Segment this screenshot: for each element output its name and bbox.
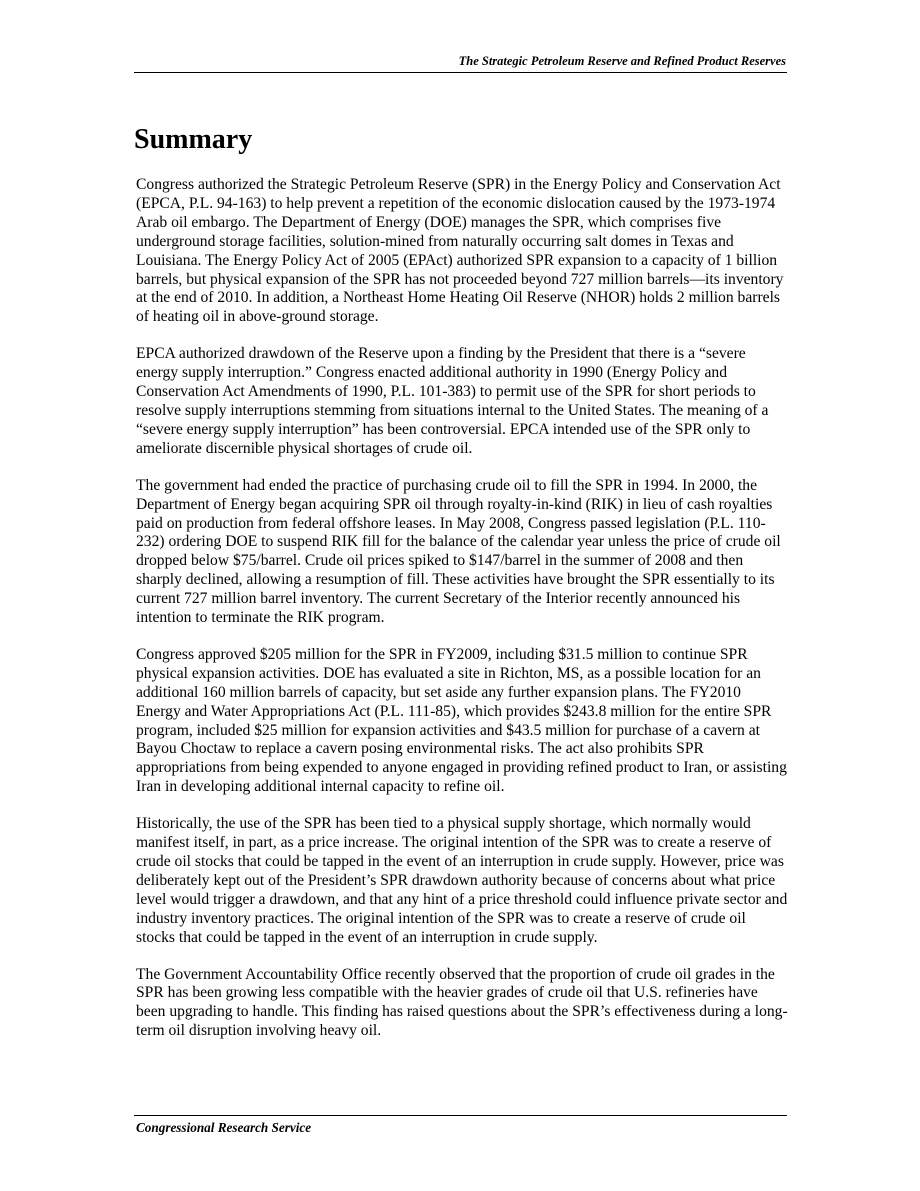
paragraph: Historically, the use of the SPR has been tied to a physical supply shortage, which normally would manifest itself, in part, as a price increase. The original intention of the SPR was to create a reserve of crude oil stocks that could be tapped in the event of an interruption in crude supply. However, price was deliberately kept out of the President’s SPR drawdown authority because of concerns about what price level would trigger a drawdown, and that any hint of a price threshold could influence private sector and industry inventory practices. The original intention of the SPR was to create a reserve of crude oil stocks that could be tapped in the event of an interruption in crude supply.	[136, 815, 788, 946]
footer-rule	[134, 1115, 787, 1116]
paragraph: The Government Accountability Office recently observed that the proportion of crude oil grades in the SPR has been growing less compatible with the heavier grades of crude oil that U.S. refineries have been upgrading to handle. This finding has raised questions about the SPR’s effectiveness during a long-term oil disruption involving heavy oil.	[136, 965, 788, 1040]
paragraph: Congress authorized the Strategic Petroleum Reserve (SPR) in the Energy Policy and Conservation Act (EPCA, P.L. 94-163) to help prevent a repetition of the economic dislocation caused by the 1973-1974 Arab oil embargo. The Department of Energy (DOE) manages the SPR, which comprises five underground storage facilities, solution-mined from naturally occurring salt domes in Texas and Louisiana. The Energy Policy Act of 2005 (EPAct) authorized SPR expansion to a capacity of 1 billion barrels, but physical expansion of the SPR has not proceeded beyond 727 million barrels—its inventory at the end of 2010. In addition, a Northeast Home Heating Oil Reserve (NHOR) holds 2 million barrels of heating oil in above-ground storage.	[136, 176, 784, 326]
running-header-title: The Strategic Petroleum Reserve and Refined Product Reserves	[458, 54, 786, 68]
paragraph: The government had ended the practice of purchasing crude oil to fill the SPR in 1994. In 2000, the Department of Energy began acquiring SPR oil through royalty-in-kind (RIK) in lieu of cash royalties paid on production from federal offshore leases. In May 2008, Congress passed legislation (P.L. 110-232) ordering DOE to suspend RIK fill for the balance of the calendar year unless the price of crude oil dropped below $75/barrel. Crude oil prices spiked to $147/barrel in the summer of 2008 and then sharply declined, allowing a resumption of fill. These activities have brought the SPR essentially to its current 727 million barrel inventory. The current Secretary of the Interior recently announced his intention to terminate the RIK program.	[136, 476, 781, 627]
footer-organization: Congressional Research Service	[136, 1120, 312, 1135]
page-title: Summary	[134, 124, 253, 155]
header-rule	[134, 72, 787, 73]
paragraph: Congress approved $205 million for the SPR in FY2009, including $31.5 million to continue SPR physical expansion activities. DOE has evaluated a site in Richton, MS, as a possible location for an additional 160 million barrels of capacity, but set aside any further expansion plans. The FY2010 Energy and Water Appropriations Act (P.L. 111-85), which provides $243.8 million for the entire SPR program, included $25 million for expansion activities and $43.5 million for purchase of a cavern at Bayou Choctaw to replace a cavern posing environmental risks. The act also prohibits SPR appropriations from being expended to anyone engaged in providing refined product to Iran, or assisting Iran in developing additional internal capacity to refine oil.	[136, 645, 787, 796]
paragraph: EPCA authorized drawdown of the Reserve upon a finding by the President that there is a “severe energy supply interruption.” Congress enacted additional authority in 1990 (Energy Policy and Conservation Act Amendments of 1990, P.L. 101-383) to permit use of the SPR for short periods to resolve supply interruptions stemming from situations internal to the United States. The meaning of a “severe energy supply interruption” has been controversial. EPCA intended use of the SPR only to ameliorate discernible physical shortages of crude oil.	[136, 345, 769, 457]
summary-body	[136, 176, 788, 1059]
